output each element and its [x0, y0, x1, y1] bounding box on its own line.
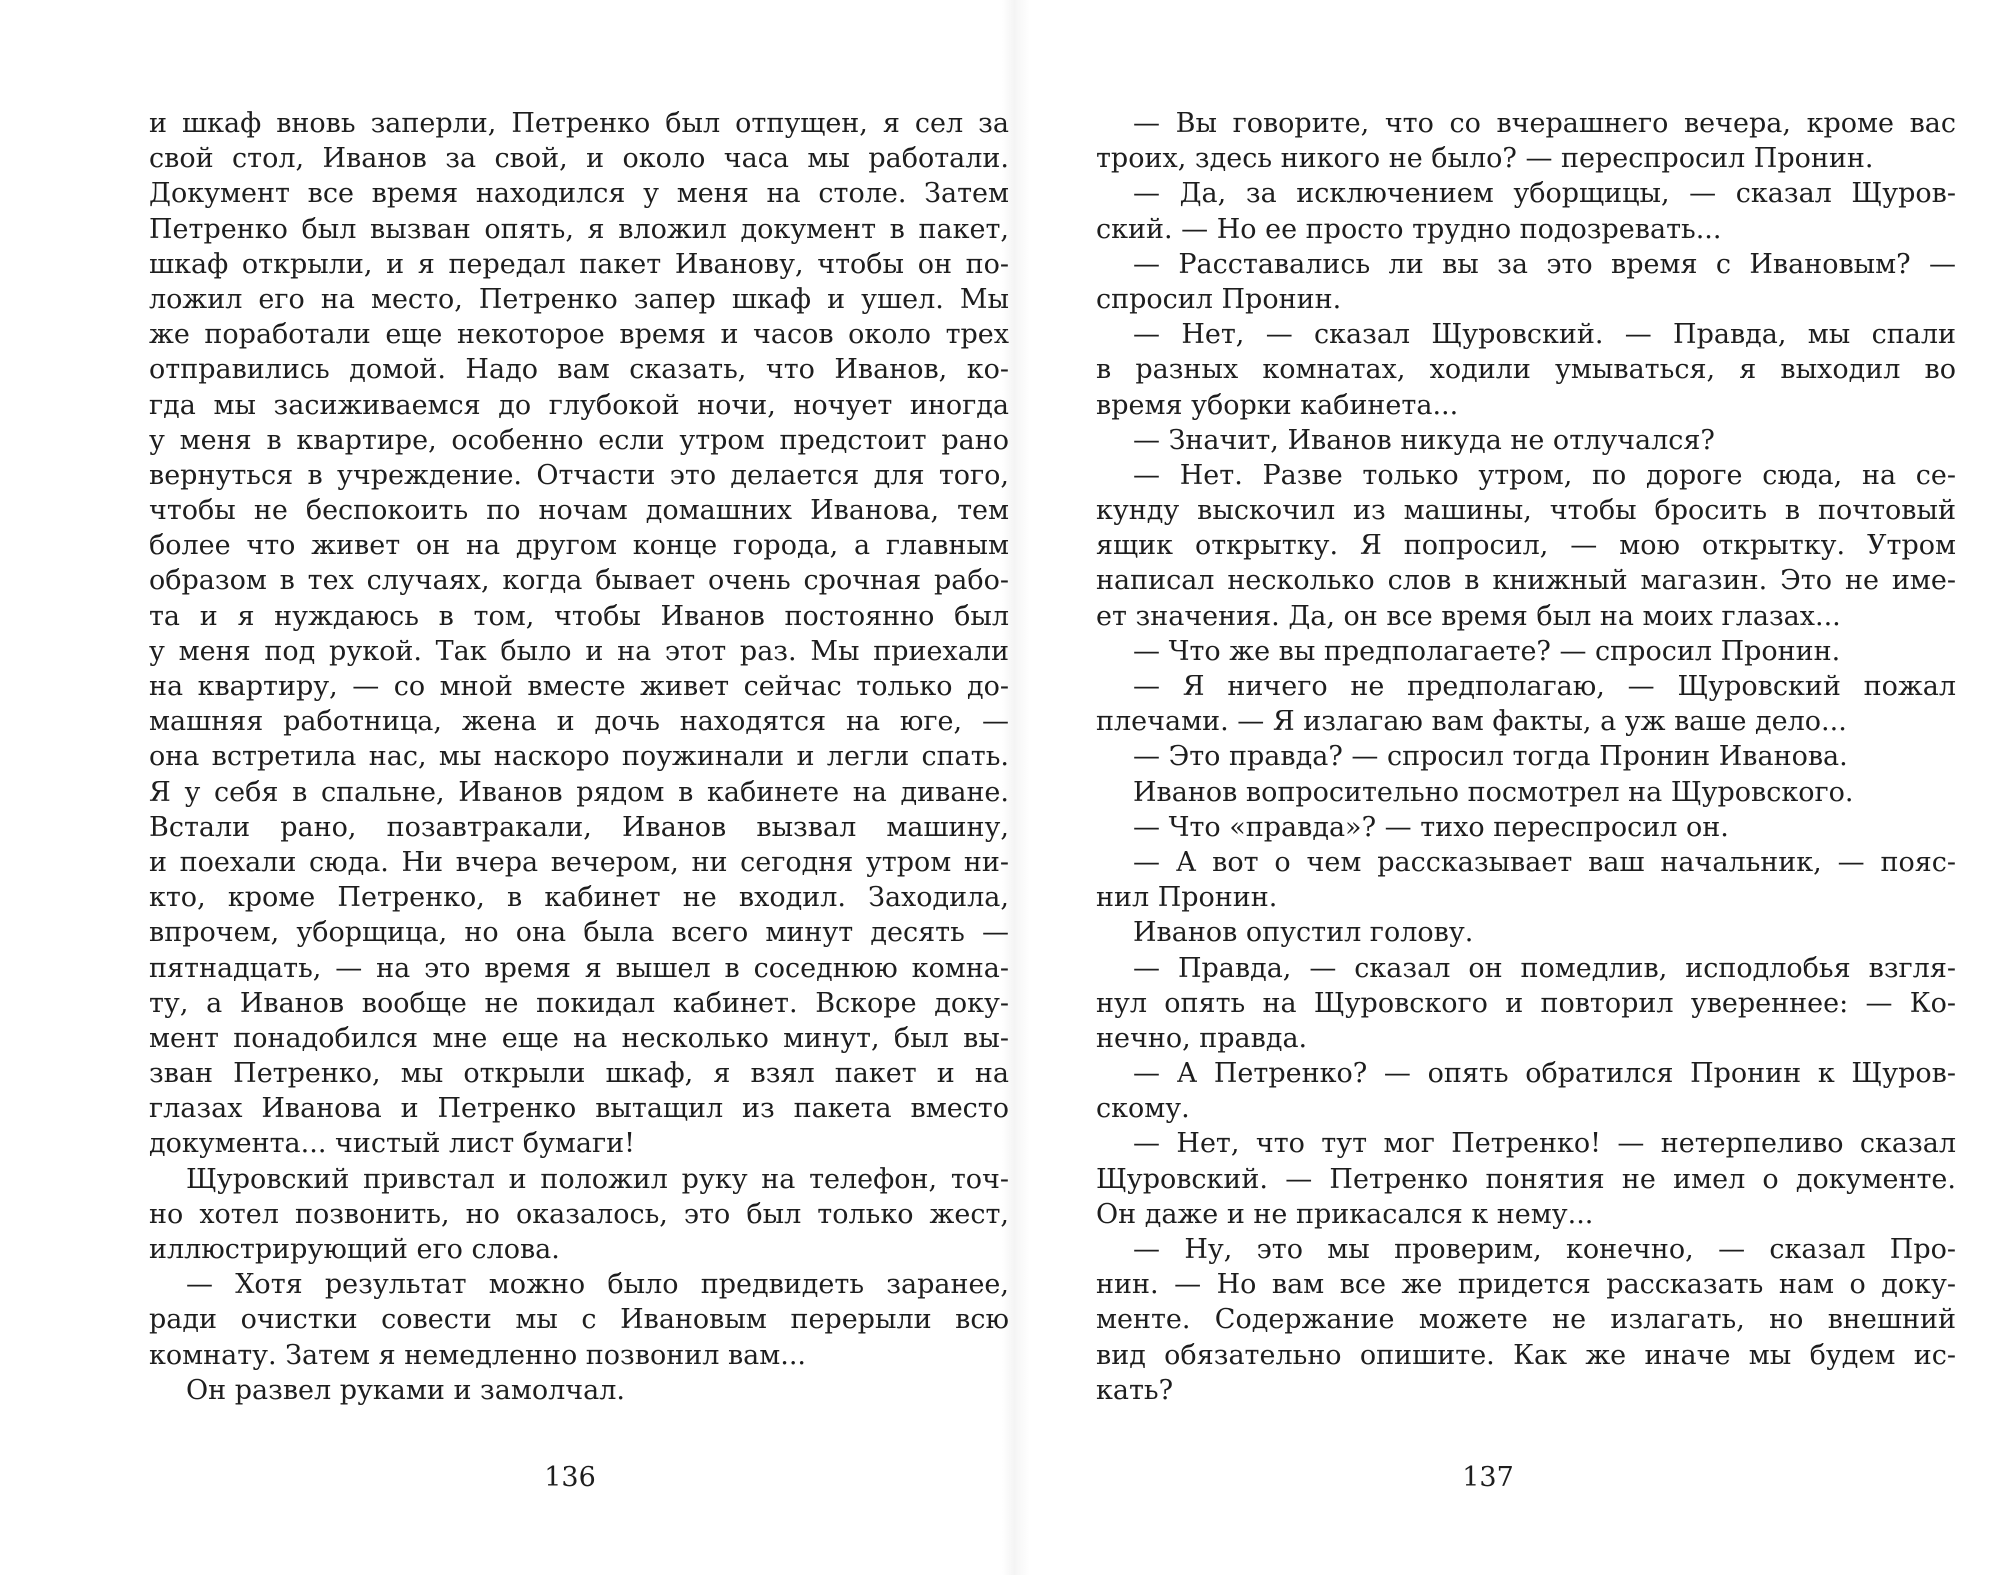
text-line: — Это правда? — спросил тогда Пронин Иванова. [1133, 741, 1848, 773]
text-line: на квартиру, — со мной вместе живет сейчас только до- [149, 671, 1009, 702]
text-line: вид обязательно опишите. Как же иначе мы будем ис- [1096, 1339, 1956, 1371]
text-line: ящик открытку. Я попросил, — мою открытку. Утром [1096, 530, 1956, 562]
text-line: троих, здесь никого не было? — переспросил Пронин. [1096, 143, 1874, 175]
text-line: пятнадцать, — на это время я вышел в соседнюю комна- [149, 952, 1009, 984]
text-line: — Что же вы предполагаете? — спросил Пронин. [1133, 635, 1841, 667]
text-line: — Нет. Разве только утром, по дороге сюда, на се- [1133, 459, 1956, 491]
text-line: — Расставались ли вы за это время с Ивановым? — [1133, 248, 1956, 280]
text-line: и шкаф вновь заперли, Петренко был отпущен, я сел за [149, 108, 1009, 139]
text-line: плечами. — Я излагаю вам факты, а уж ваше дело... [1096, 706, 1847, 738]
text-line: впрочем, уборщица, но она была всего минут десять — [149, 917, 1009, 949]
text-line: более что живет он на другом конце города, а главным [149, 530, 1009, 562]
text-line: написал несколько слов в книжный магазин. Это не име- [1096, 565, 1956, 597]
text-line: Щуровский. — Петренко понятия не имел о документе. [1096, 1163, 1956, 1195]
text-line: отправились домой. Надо вам сказать, что Иванов, ко- [149, 354, 1009, 386]
text-line: у меня в квартире, особенно если утром предстоит рано [149, 424, 1009, 456]
text-line: гда мы засиживаемся до глубокой ночи, ночует иногда [149, 389, 1009, 421]
text-line: — Значит, Иванов никуда не отлучался? [1133, 424, 1715, 456]
text-line: ложил его на место, Петренко запер шкаф и ушел. Мы [149, 283, 1009, 315]
text-line: ту, а Иванов вообще не покидал кабинет. Вскоре доку- [149, 987, 1009, 1019]
text-line: — Правда, — сказал он помедлив, исподлобья взгля- [1133, 952, 1956, 984]
text-line: Он развел руками и замолчал. [186, 1374, 625, 1406]
text-line: — Вы говорите, что со вчерашнего вечера, кроме вас [1133, 108, 1956, 139]
text-line: — Да, за исключением уборщицы, — сказал Щуров- [1133, 178, 1956, 210]
text-line: кунду выскочил из машины, чтобы бросить в почтовый [1096, 495, 1956, 527]
text-line: она встретила нас, мы наскоро поужинали и легли спать. [149, 741, 1009, 773]
text-line: — Нет, что тут мог Петренко! — нетерпеливо сказал [1133, 1128, 1956, 1160]
text-line: документа... чистый лист бумаги! [149, 1128, 635, 1160]
text-line: чтобы не беспокоить по ночам домашних Иванова, тем [149, 495, 1009, 527]
text-line: ет значения. Да, он все время был на моих глазах... [1096, 600, 1841, 632]
text-line: кто, кроме Петренко, в кабинет не входил. Заходила, [149, 882, 1009, 914]
text-line: мент понадобился мне еще на несколько минут, был вы- [149, 1022, 1009, 1054]
text-line: машняя работница, жена и дочь находятся на юге, — [149, 706, 1009, 738]
left-page-text [149, 106, 1009, 1408]
text-line: Щуровский привстал и положил руку на телефон, точ- [186, 1163, 1009, 1195]
text-line: ский. — Но ее просто трудно подозревать... [1096, 213, 1722, 245]
text-line: комнату. Затем я немедленно позвонил вам... [149, 1339, 806, 1371]
text-line: шкаф открыли, и я передал пакет Иванову, чтобы он по- [149, 248, 1009, 280]
text-line: Встали рано, позавтракали, Иванов вызвал машину, [149, 811, 1009, 843]
text-line: спросил Пронин. [1096, 283, 1342, 315]
text-line: Иванов опустил голову. [1133, 917, 1474, 949]
text-line: образом в тех случаях, когда бывает очень срочная рабо- [149, 565, 1009, 597]
text-line: нул опять на Щуровского и повторил увереннее: — Ко- [1096, 987, 1956, 1019]
text-line: время уборки кабинета... [1096, 389, 1459, 421]
text-line: иллюстрирующий его слова. [149, 1234, 560, 1265]
text-line: зван Петренко, мы открыли шкаф, я взял пакет и на [149, 1058, 1009, 1090]
text-line: — А Петренко? — опять обратился Пронин к Щуров- [1133, 1058, 1956, 1090]
right-page-text [1096, 106, 1956, 1408]
text-line: нечно, правда. [1096, 1022, 1308, 1054]
text-line: у меня под рукой. Так было и на этот раз. Мы приехали [149, 635, 1009, 667]
text-line: — Я ничего не предполагаю, — Щуровский пожал [1133, 671, 1956, 702]
text-line: Петренко был вызван опять, я вложил документ в пакет, [149, 213, 1009, 245]
text-line: но хотел позвонить, но оказалось, это был только жест, [149, 1198, 1009, 1230]
text-line: глазах Иванова и Петренко вытащил из пакета вместо [149, 1093, 1009, 1125]
left-page-number: 136 [544, 1462, 596, 1493]
text-line: Документ все время находился у меня на столе. Затем [149, 178, 1009, 210]
right-page-number: 137 [1462, 1462, 1514, 1493]
text-line: та и я нуждаюсь в том, чтобы Иванов постоянно был [149, 600, 1009, 632]
text-line: нин. — Но вам все же придется рассказать нам о доку- [1096, 1269, 1956, 1301]
text-line: и поехали сюда. Ни вчера вечером, ни сегодня утром ни- [149, 846, 1009, 878]
text-line: менте. Содержание можете не излагать, но внешний [1096, 1304, 1956, 1336]
text-line: Он даже и не прикасался к нему... [1096, 1198, 1594, 1230]
text-line: — Ну, это мы проверим, конечно, — сказал Про- [1133, 1234, 1956, 1265]
text-line: Иванов вопросительно посмотрел на Щуровского. [1133, 776, 1854, 808]
text-line: скому. [1096, 1093, 1190, 1125]
text-line: кать? [1096, 1374, 1174, 1406]
text-line: нил Пронин. [1096, 882, 1278, 914]
text-line: вернуться в учреждение. Отчасти это делается для того, [149, 459, 1009, 491]
text-line: в разных комнатах, ходили умываться, я выходил во [1096, 354, 1956, 386]
text-line: Я у себя в спальне, Иванов рядом в кабинете на диване. [149, 776, 1009, 808]
text-line: — Что «правда»? — тихо переспросил он. [1133, 811, 1729, 843]
text-line: — Хотя результат можно было предвидеть заранее, [186, 1269, 1009, 1301]
text-line: свой стол, Иванов за свой, и около часа мы работали. [149, 143, 1009, 175]
text-line: — Нет, — сказал Щуровский. — Правда, мы спали [1133, 319, 1956, 351]
text-line: — А вот о чем рассказывает ваш начальник, — пояс- [1133, 846, 1956, 878]
text-line: же поработали еще некоторое время и часов около трех [149, 319, 1009, 351]
text-line: ради очистки совести мы с Ивановым перерыли всю [149, 1304, 1009, 1336]
